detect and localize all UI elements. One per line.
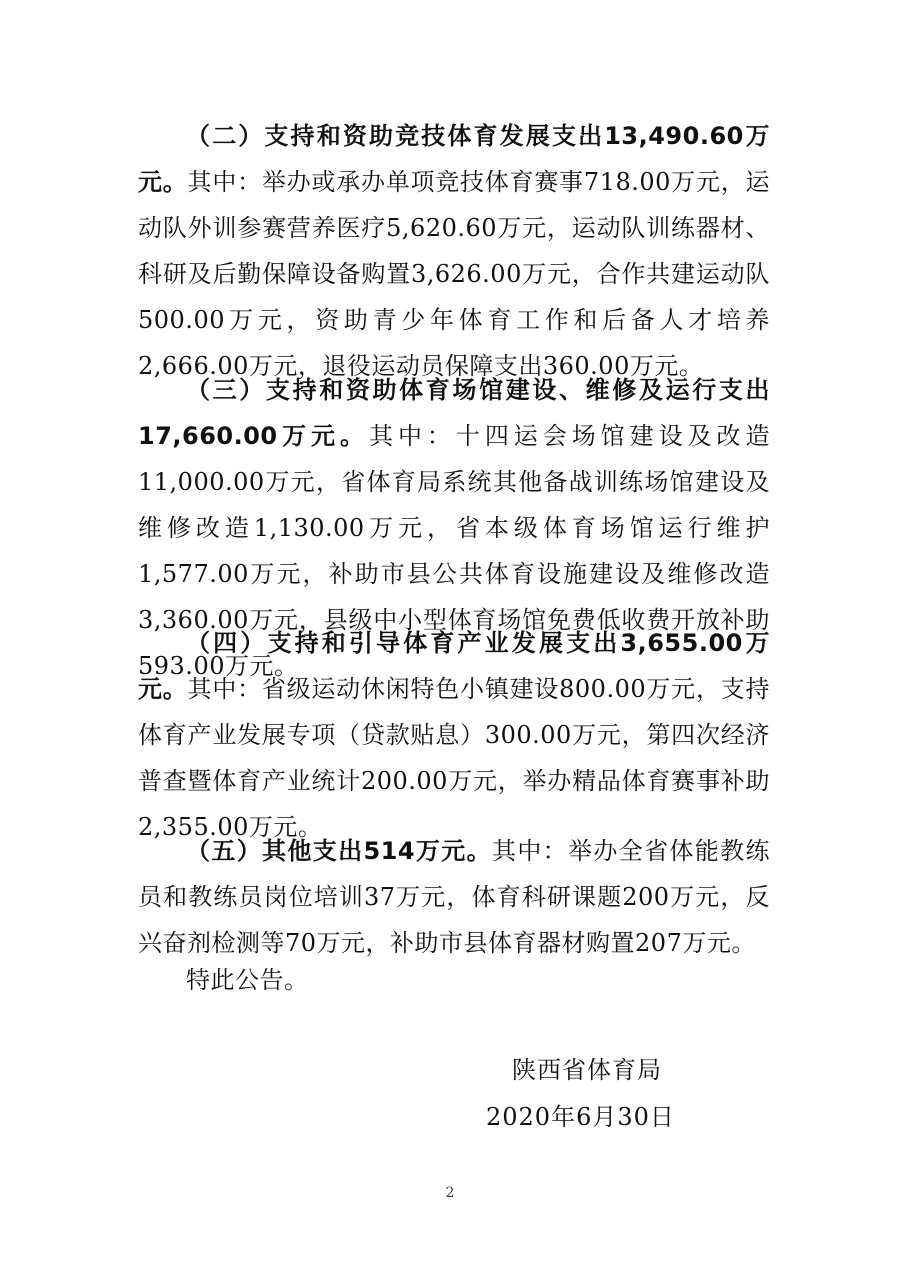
section-three-body: 其中：十四运会场馆建设及改造11,000.00万元，省体育局系统其他备战训练场馆建设及维修改造1,130.00万元，省本级体育场馆运行维护1,577.00万元，补助市县公共体育设施建设及维修改造3,360.00万元，县级中小型体育场馆免费低收费开放补助593.00万元。 xyxy=(138,422,770,680)
section-two-body: 其中：举办或承办单项竞技体育赛事718.00万元，运动队外训参赛营养医疗5,620.60万元，运动队训练器材、科研及后勤保障设备购置3,626.00万元，合作共建运动队500.00万元，资助青少年体育工作和后备人才培养2,666.00万元，退役运动员保障支出360.00万元。 xyxy=(138,168,770,380)
section-four-body: 其中：省级运动休闲特色小镇建设800.00万元，支持体育产业发展专项（贷款贴息）300.00万元，第四次经济普查暨体育产业统计200.00万元，举办精品体育赛事补助2,355.00万元。 xyxy=(138,675,770,841)
section-five-body: 其中：举办全省体能教练员和教练员岗位培训37万元，体育科研课题200万元，反兴奋剂检测等70万元，补助市县体育器材购置207万元。 xyxy=(138,837,770,957)
section-five-paragraph xyxy=(138,828,770,966)
section-four-paragraph xyxy=(138,620,770,850)
section-five-heading: （五）其他支出514万元。 xyxy=(186,837,492,865)
signature-date: 2020年6月30日 xyxy=(486,1103,675,1131)
section-two-heading: （二）支持和资助竞技体育发展支出13,490.60万元。 xyxy=(138,122,770,196)
section-two-paragraph xyxy=(138,113,770,389)
section-four-heading: （四）支持和引导体育产业发展支出3,655.00万元。 xyxy=(138,629,770,703)
page-number: 2 xyxy=(445,1185,455,1201)
section-three-heading: （三）支持和资助体育场馆建设、维修及运行支出17,660.00万元。 xyxy=(138,376,770,450)
signature-organization: 陕西省体育局 xyxy=(512,1056,662,1084)
closing-statement: 特此公告。 xyxy=(186,966,309,994)
